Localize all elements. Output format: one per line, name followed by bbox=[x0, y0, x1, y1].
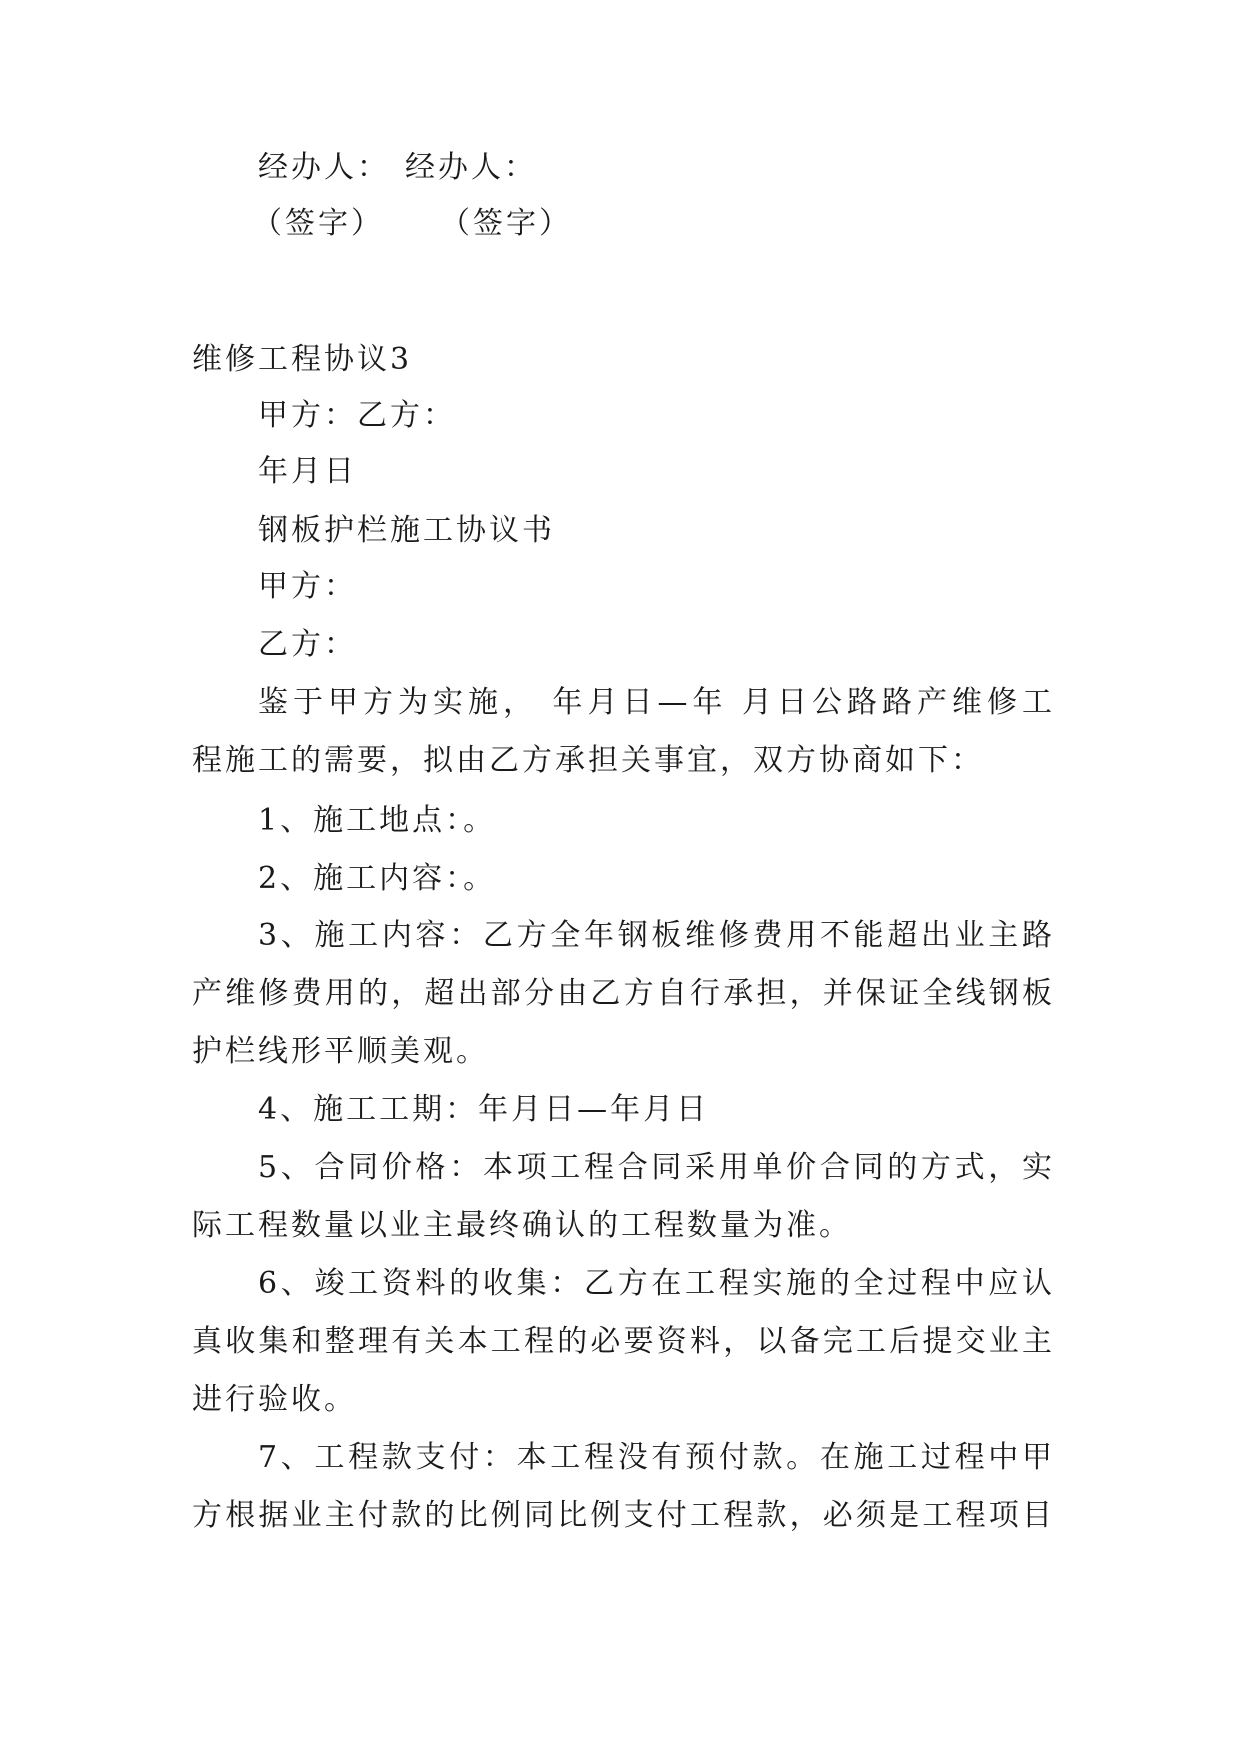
item-5-line-1: 5、合同价格：本项工程合同采用单价合同的方式，实 bbox=[258, 1150, 1052, 1185]
parties-line: 甲方：乙方： bbox=[258, 398, 456, 433]
item-6-line-2: 真收集和整理有关本工程的必要资料，以备完工后提交业主 bbox=[192, 1324, 1052, 1359]
item-3-line-1: 3、施工内容：乙方全年钢板维修费用不能超出业主路 bbox=[258, 918, 1052, 953]
handler-label-left: 经办人： bbox=[258, 150, 390, 185]
item-7-line-2: 方根据业主付款的比例同比例支付工程款，必须是工程项目 bbox=[192, 1498, 1052, 1533]
intro-line-2: 程施工的需要，拟由乙方承担关事宜，双方协商如下： bbox=[192, 743, 984, 778]
intro-line-1: 鉴于甲方为实施， 年月日—年 月日公路路产维修工 bbox=[258, 685, 1052, 720]
agreement-title: 钢板护栏施工协议书 bbox=[258, 513, 555, 548]
item-3-line-2: 产维修费用的，超出部分由乙方自行承担，并保证全线钢板 bbox=[192, 976, 1052, 1011]
party-a-line: 甲方： bbox=[258, 569, 357, 604]
handler-label-right: 经办人： bbox=[405, 150, 537, 185]
item-6-line-3: 进行验收。 bbox=[192, 1382, 357, 1417]
party-b-line: 乙方： bbox=[258, 627, 357, 662]
date-line: 年月日 bbox=[258, 454, 357, 489]
item-3-line-3: 护栏线形平顺美观。 bbox=[192, 1034, 489, 1069]
sign-label-right: （签字） bbox=[440, 206, 572, 241]
item-6-line-1: 6、竣工资料的收集：乙方在工程实施的全过程中应认 bbox=[258, 1266, 1052, 1301]
item-4: 4、施工工期：年月日—年月日 bbox=[258, 1092, 710, 1127]
item-7-line-1: 7、工程款支付：本工程没有预付款。在施工过程中甲 bbox=[258, 1440, 1052, 1475]
item-5-line-2: 际工程数量以业主最终确认的工程数量为准。 bbox=[192, 1208, 852, 1243]
sign-label-left: （签字） bbox=[252, 206, 384, 241]
item-1: 1、施工地点：。 bbox=[258, 803, 497, 838]
section-title: 维修工程协议3 bbox=[192, 342, 413, 377]
item-2: 2、施工内容：。 bbox=[258, 861, 497, 896]
